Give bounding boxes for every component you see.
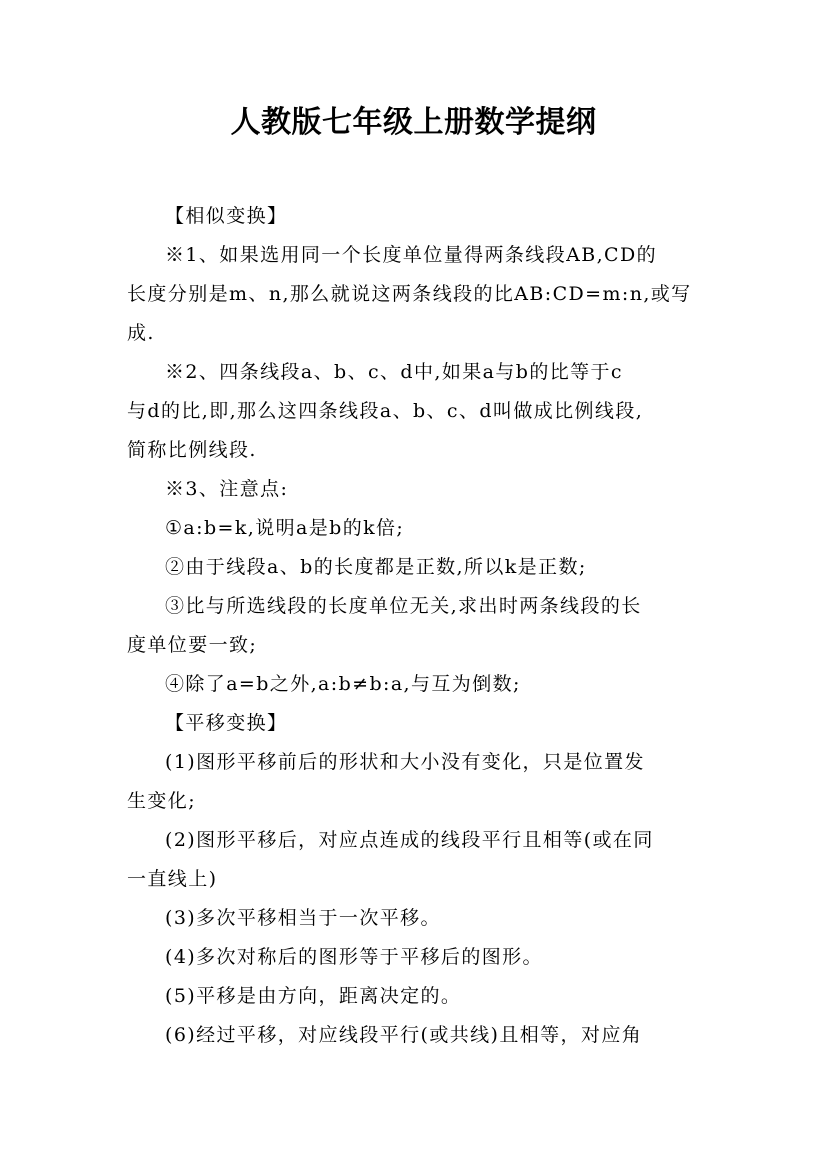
text-line: ①a:b=k,说明a是b的k倍; [165, 517, 405, 539]
text-line: 成. [127, 322, 155, 344]
text-line: (5)平移是由方向，距离决定的。 [165, 985, 462, 1007]
text-line: 生变化; [127, 790, 197, 812]
text-line: ③比与所选线段的长度单位无关,求出时两条线段的长 [165, 595, 642, 617]
text-line: ※2、四条线段a、b、c、d中,如果a与b的比等于c [165, 361, 623, 383]
text-line: (6)经过平移，对应线段平行(或共线)且相等，对应角 [165, 1024, 643, 1046]
text-line: 【平移变换】 [165, 712, 288, 734]
document-title: 人教版七年级上册数学提纲 [230, 105, 597, 140]
text-line: (4)多次对称后的图形等于平移后的图形。 [165, 946, 543, 968]
text-line: (3)多次平移相当于一次平移。 [165, 907, 441, 929]
text-line: ②由于线段a、b的长度都是正数,所以k是正数; [165, 556, 587, 578]
text-line: 度单位要一致; [127, 634, 258, 656]
text-line: 与d的比,即,那么这四条线段a、b、c、d叫做成比例线段, [127, 400, 644, 422]
text-line: ④除了a=b之外,a:b≠b:a,与互为倒数; [165, 673, 521, 695]
document-body [127, 197, 707, 1055]
text-line: (1)图形平移前后的形状和大小没有变化，只是位置发 [165, 751, 645, 773]
text-line: 一直线上) [127, 868, 218, 890]
text-line: (2)图形平移后，对应点连成的线段平行且相等(或在同 [165, 829, 654, 851]
text-line: 简称比例线段. [127, 439, 257, 461]
text-line: ※1、如果选用同一个长度单位量得两条线段AB,CD的 [165, 244, 657, 266]
text-line: ※3、注意点: [165, 478, 289, 500]
text-line: 【相似变换】 [165, 205, 288, 227]
text-line: 长度分别是m、n,那么就说这两条线段的比AB:CD=m:n,或写 [127, 283, 692, 305]
